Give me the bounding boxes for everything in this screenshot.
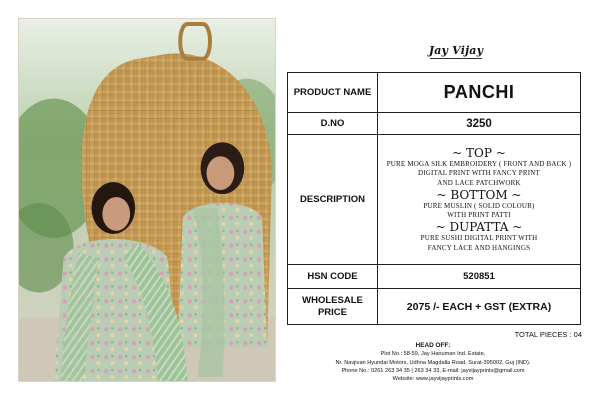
row-wholesale-price — [288, 289, 581, 325]
row-product-name — [288, 73, 581, 113]
address-heading: HEAD OFF: — [415, 342, 451, 349]
dupatta-line: FANCY LACE AND HANGINGS — [427, 243, 531, 252]
dupatta-line: PURE SUSHI DIGITAL PRINT WITH — [420, 234, 538, 243]
total-pieces: TOTAL PIECES : 04 — [514, 330, 582, 339]
product-spec-table — [287, 72, 581, 325]
head-office-address — [300, 342, 566, 383]
top-heading: ~ TOP ~ — [452, 146, 506, 161]
price-value: 2075 /- EACH + GST (EXTRA) — [378, 289, 581, 325]
bottom-heading: ~ BOTTOM ~ — [436, 187, 522, 202]
top-line: PURE MOGA SILK EMBROIDERY ( FRONT AND BACK ) — [386, 160, 572, 169]
hsn-value: 520851 — [378, 265, 581, 289]
description-value — [378, 135, 581, 265]
row-hsn-code — [288, 265, 581, 289]
contact-line: Phone No.: 0261 263 34 35 | 263 34 33, E-mail: jayvijayprints@gmail.com — [341, 367, 525, 374]
row-design-number — [288, 113, 581, 135]
top-line: DIGITAL PRINT WITH FANCY PRINT — [418, 169, 540, 178]
product-name-value: PANCHI — [378, 73, 581, 113]
brand-logo: Jay Vijay — [428, 44, 484, 57]
product-photo — [18, 18, 276, 382]
dno-label: D.NO — [288, 113, 378, 135]
price-label: WHOLESALE PRICE — [288, 289, 378, 325]
top-line: AND LACE PATCHWORK — [437, 178, 521, 187]
address-line: Nr. Navjivan Hyundai Motors, Udhna Magdalla Road, Surat-395002, Guj (IND). — [335, 359, 531, 366]
hsn-label: HSN CODE — [288, 265, 378, 289]
product-photo-illustration — [19, 19, 275, 381]
bottom-line: WITH PRINT PATTI — [447, 211, 511, 220]
dno-value: 3250 — [378, 113, 581, 135]
description-label: DESCRIPTION — [288, 135, 378, 265]
bottom-line: PURE MUSLIN ( SOLID COLOUR) — [423, 201, 535, 210]
address-line: Plot No.: 58-59, Jay Hanuman Ind. Estate, — [380, 351, 486, 358]
dupatta-heading: ~ DUPATTA ~ — [435, 220, 523, 235]
website-line: Website: www.jayvijayprints.com — [392, 376, 474, 383]
brand-logo-underline — [430, 58, 482, 59]
product-name-label: PRODUCT NAME — [288, 73, 378, 113]
row-description — [288, 135, 581, 265]
